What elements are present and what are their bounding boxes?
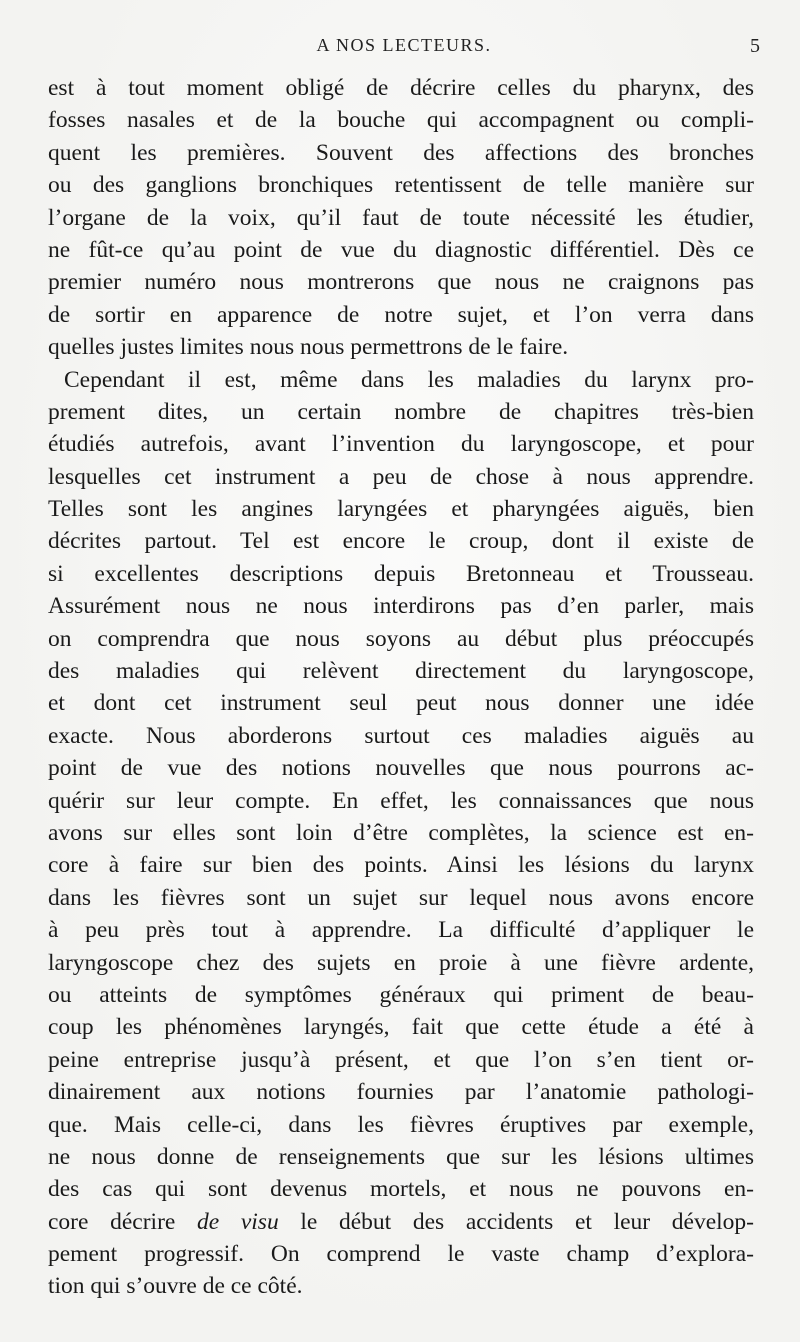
text-line: avons sur elles sont loin d’être complètes, la science est en- [48, 819, 754, 846]
text-line: Telles sont les angines laryngées et pharyngées aiguës, bien [48, 496, 754, 523]
text-line: ne fût-ce qu’au point de vue du diagnostic différentiel. Dès ce [48, 236, 754, 263]
text-line: point de vue des notions nouvelles que nous pourrons ac- [48, 755, 754, 782]
text-line: et dont cet instrument seul peut nous donner une idée [48, 690, 754, 717]
paragraph-start-line: Cependant il est, même dans les maladies du larynx pro- [64, 366, 754, 393]
body-text [48, 72, 754, 1303]
text-line: premier numéro nous montrerons que nous ne craignons pas [48, 269, 754, 296]
italic-phrase: de visu [197, 1208, 279, 1235]
text-line: ne nous donne de renseignements que sur les lésions ultimes [48, 1143, 754, 1170]
text-line: exacte. Nous aborderons surtout ces maladies aiguës au [48, 722, 754, 749]
text-line: laryngoscope chez des sujets en proie à une fièvre ardente, [48, 949, 754, 976]
text-line: que. Mais celle-ci, dans les fièvres éruptives par exemple, [48, 1111, 754, 1138]
text-line: décrites partout. Tel est encore le croup, dont il existe de [48, 528, 754, 555]
text-line: peine entreprise jusqu’à présent, et que l’on s’en tient or- [48, 1046, 754, 1073]
text-line: core à faire sur bien des points. Ainsi les lésions du larynx [48, 852, 754, 879]
text-line: de sortir en apparence de notre sujet, et l’on verra dans [48, 301, 754, 328]
text-line: pement progressif. On comprend le vaste champ d’explora- [48, 1241, 754, 1268]
text-line: fosses nasales et de la bouche qui accompagnent ou compli- [48, 107, 754, 134]
text-line: l’organe de la voix, qu’il faut de toute nécessité les étudier, [48, 204, 754, 231]
text-line: des cas qui sont devenus mortels, et nous ne pouvons en- [48, 1176, 754, 1203]
text-line: lesquelles cet instrument a peu de chose à nous apprendre. [48, 463, 754, 490]
text-line: tion qui s’ouvre de ce côté. [48, 1273, 303, 1300]
text-line: dans les fièvres sont un sujet sur lequel nous avons encore [48, 884, 754, 911]
text-line: ou atteints de symptômes généraux qui priment de beau- [48, 981, 754, 1008]
text-line: coup les phénomènes laryngés, fait que cette étude a été à [48, 1014, 754, 1041]
text-line: si excellentes descriptions depuis Bretonneau et Trousseau. [48, 560, 754, 587]
text-line: on comprendra que nous soyons au début plus préoccupés [48, 625, 754, 652]
text-line: à peu près tout à apprendre. La difficulté d’appliquer le [48, 917, 754, 944]
text-line: dinairement aux notions fournies par l’anatomie pathologi- [48, 1079, 754, 1106]
page-header [48, 33, 760, 63]
text-line: quelles justes limites nous nous permettrons de le faire. [48, 334, 569, 361]
running-head: A NOS LECTEURS. [316, 35, 492, 55]
page-number: 5 [750, 35, 760, 57]
text-line: des maladies qui relèvent directement du laryngoscope, [48, 658, 754, 685]
text-line: quent les premières. Souvent des affections des bronches [48, 139, 754, 166]
text-line-with-italic [48, 1206, 754, 1238]
text-line: ou des ganglions bronchiques retentissent de telle manière sur [48, 172, 754, 199]
text-line: quérir sur leur compte. En effet, les connaissances que nous [48, 787, 754, 814]
text-segment: le début des accidents et leur dévelop- [278, 1208, 754, 1235]
text-line: étudiés autrefois, avant l’invention du laryngoscope, et pour [48, 431, 754, 458]
text-line: est à tout moment obligé de décrire celles du pharynx, des [48, 75, 754, 101]
text-segment: core décrire [48, 1208, 197, 1235]
text-line: prement dites, un certain nombre de chapitres très-bien [48, 398, 754, 425]
text-line: Assurément nous ne nous interdirons pas d’en parler, mais [48, 593, 754, 620]
